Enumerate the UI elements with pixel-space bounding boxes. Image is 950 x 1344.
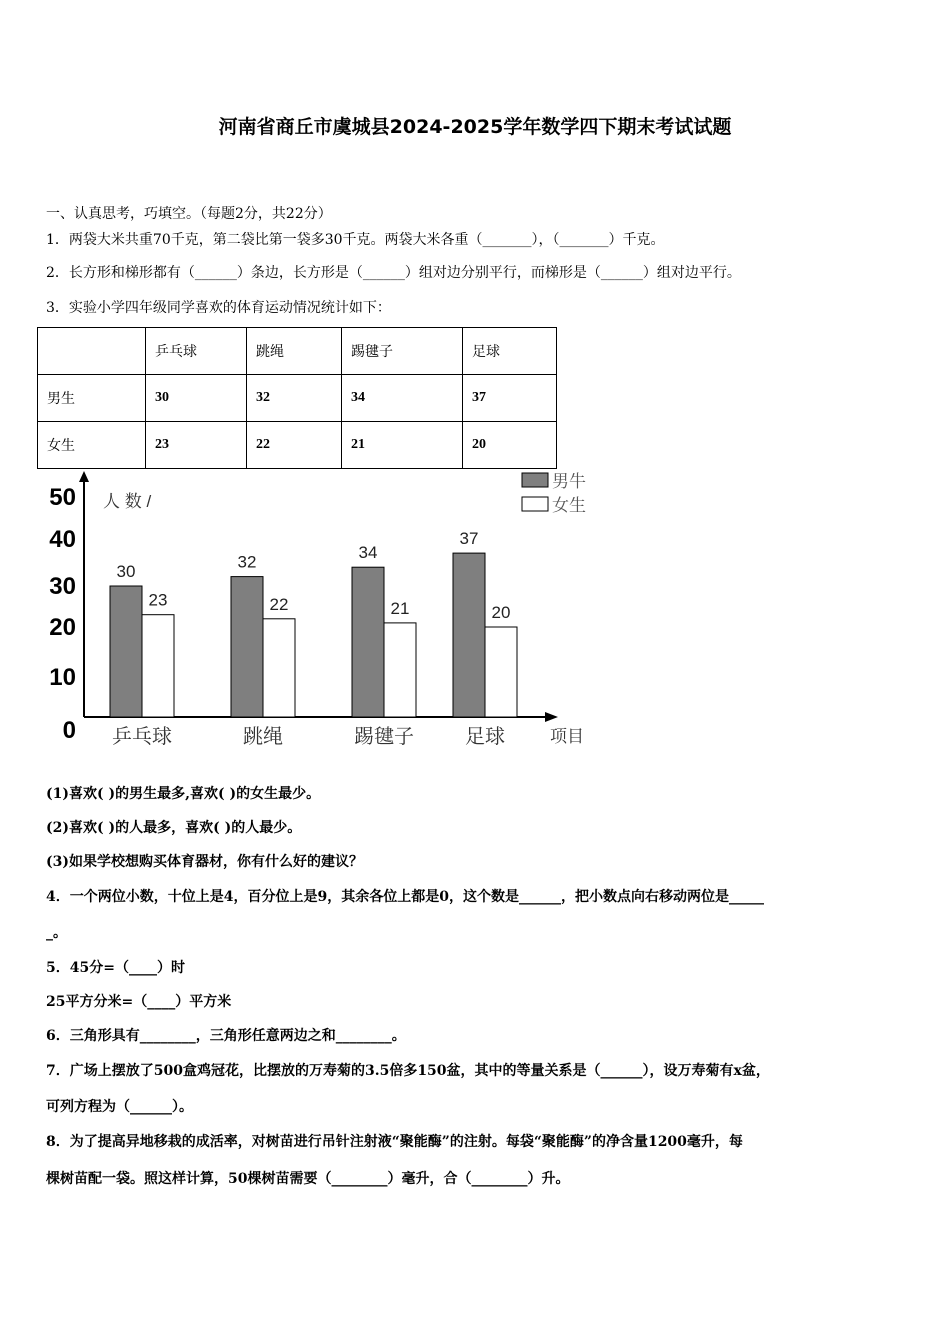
x-tick-label: 踢毽子 <box>354 726 414 748</box>
x-tick-label: 乒乓球 <box>112 726 172 748</box>
question-6: 6．三角形具有________，三角形任意两边之和________。 <box>46 1028 406 1044</box>
y-tick-label: 0 <box>62 717 76 744</box>
bar-girls <box>142 615 174 717</box>
table-header-cell <box>38 328 146 375</box>
bar-chart <box>40 470 600 755</box>
table-header-cell: 踢毽子 <box>342 328 463 375</box>
question-2: 2．长方形和梯形都有（______）条边，长方形是（______）组对边分别平行，而梯形是（______）组对边平行。 <box>46 265 741 281</box>
y-tick-label: 10 <box>49 664 76 691</box>
data-label: 37 <box>459 529 479 549</box>
bar-boys <box>110 586 142 717</box>
table-cell: 37 <box>463 375 557 422</box>
data-label: 30 <box>116 562 136 581</box>
bar-girls <box>485 627 517 717</box>
question-3: 3．实验小学四年级同学喜欢的体育运动情况统计如下： <box>46 300 391 316</box>
x-tick-label: 跳绳 <box>243 726 283 748</box>
row-label: 女生 <box>38 422 146 469</box>
table-header-cell: 跳绳 <box>247 328 342 375</box>
y-axis-arrow <box>79 471 89 482</box>
question-1: 1．两袋大米共重70千克，第二袋比第一袋多30千克。两袋大米各重（_______），（_______）千克。 <box>46 232 665 248</box>
x-tick-label: 足球 <box>465 726 505 748</box>
legend-label: 女生 <box>552 496 586 515</box>
table-cell: 20 <box>463 422 557 469</box>
y-axis-label: 人 数 / <box>103 492 152 511</box>
sports-table <box>37 327 557 469</box>
table-cell: 32 <box>247 375 342 422</box>
page-title: 河南省商丘市虞城县2024-2025学年数学四下期末考试试题 <box>218 116 732 138</box>
table-row <box>38 375 557 422</box>
table-header-cell: 足球 <box>463 328 557 375</box>
table-cell: 22 <box>247 422 342 469</box>
data-label: 22 <box>269 594 289 614</box>
table-row <box>38 422 557 469</box>
question-4-continued: _。 <box>46 925 67 941</box>
table-cell: 30 <box>146 375 247 422</box>
data-label: 34 <box>358 543 378 563</box>
question-4: 4．一个两位小数，十位上是4，百分位上是9，其余各位上都是0，这个数是______，把小数点向右移动两位是_____ <box>46 889 764 905</box>
section-heading: 一、认真思考，巧填空。（每题2分，共22分） <box>46 206 332 222</box>
legend-swatch <box>522 473 548 487</box>
data-label: 20 <box>491 603 511 622</box>
x-axis-label: 项目 <box>550 727 584 746</box>
question-5: 5．45分=（____）时 <box>46 960 185 976</box>
data-label: 23 <box>148 590 168 610</box>
question-7: 7．广场上摆放了500盒鸡冠花，比摆放的万寿菊的3.5倍多150盆，其中的等量关系是（______），设万寿菊有x盆， <box>46 1063 770 1079</box>
bar-girls <box>263 619 295 717</box>
legend-label: 男牛 <box>552 472 586 491</box>
table-cell: 21 <box>342 422 463 469</box>
bar-boys <box>352 567 384 717</box>
y-tick-label: 30 <box>49 573 76 600</box>
table-cell: 34 <box>342 375 463 422</box>
data-label: 21 <box>390 598 410 618</box>
bar-boys <box>231 577 263 717</box>
question-7-continued: 可列方程为（______）。 <box>46 1099 193 1115</box>
y-tick-label: 40 <box>49 526 76 553</box>
data-label: 32 <box>237 552 257 572</box>
legend-swatch <box>522 497 548 511</box>
y-tick-label: 50 <box>49 484 76 511</box>
question-8-continued: 棵树苗配一袋。照这样计算，50棵树苗需要（________）毫升，合（________）升。 <box>46 1171 570 1187</box>
bar-boys <box>453 553 485 717</box>
table-header-cell: 乒乓球 <box>146 328 247 375</box>
row-label: 男生 <box>38 375 146 422</box>
question-5-part-2: 25平方分米=（____）平方米 <box>46 994 232 1010</box>
question-8: 8．为了提高异地移栽的成活率，对树苗进行吊针注射液“聚能酶”的注射。每袋“聚能酶”的净含量1200毫升，每 <box>46 1134 743 1150</box>
question-3-1: (1)喜欢( )的男生最多,喜欢( )的女生最少。 <box>46 786 321 802</box>
question-3-2: (2)喜欢( )的人最多，喜欢( )的人最少。 <box>46 820 302 836</box>
table-header-row <box>38 328 557 375</box>
question-3-3: (3)如果学校想购买体育器材，你有什么好的建议？ <box>46 854 363 870</box>
bar-girls <box>384 623 416 717</box>
x-axis-arrow <box>545 712 558 722</box>
table-cell: 23 <box>146 422 247 469</box>
y-tick-label: 20 <box>49 614 76 641</box>
